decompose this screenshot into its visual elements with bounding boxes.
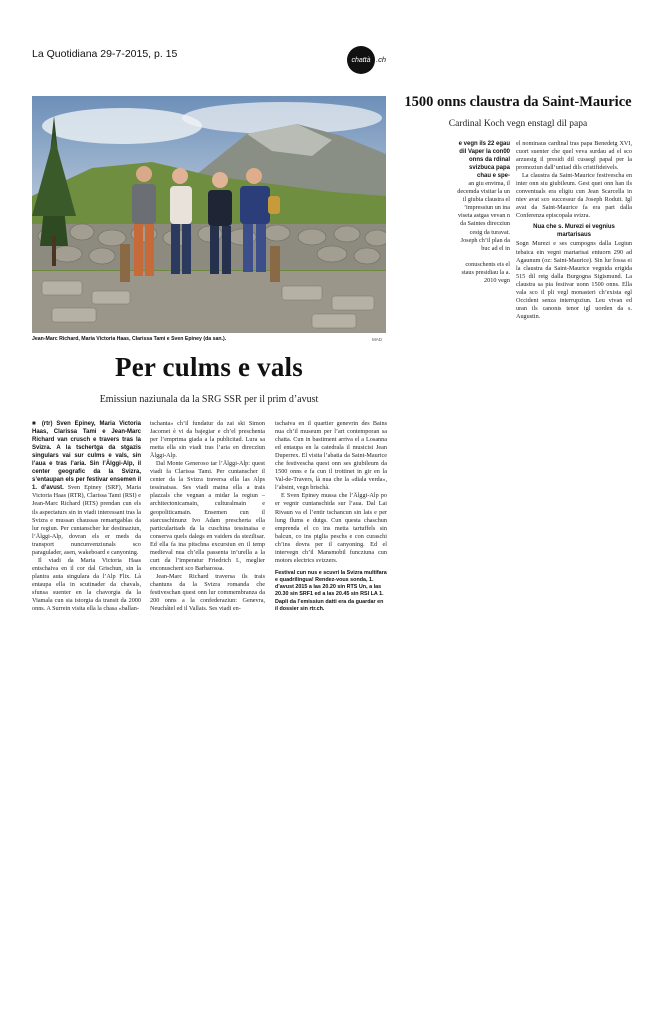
lead-bullet: ■ [32, 420, 42, 427]
paragraph: La claustra da Saint-Maurice festivescha en inter onn siu giubileum. Gest quei onn han ils conventuals era eligiu cun Jean Scarcella in niev avat sco successur da Joseph Roduit. Igl avat da Saint-Maurice fa era part dalla Conferenza episcopala svizra. [516, 172, 632, 220]
main-subheadline: Emissiun naziunala da la SRG SSR per il prim d’avust [99, 394, 319, 405]
main-article-column-1 [32, 420, 141, 613]
paragraph: el nominaus cardinal tras papa Benedetg XVI, cuort suenter che quel veva surdau ad el sco arzuestg il presidi dil cussegl papal per la promoziun dall’unitad dils cristifideivels. [516, 140, 632, 172]
side-subheadline: Cardinal Koch vegn enstagl dil papa [448, 119, 588, 129]
paragraph: Sven Epiney (SRF), Maria Victoria Haas (RTR), Clarissa Tami (RSI) e Jean-Marc Richard (RTS) prendan cun els ils aspectaturs sin in viadi interessant tras la Svizra e mussan chaussas remartgablas da lur regiun. Per cuntanscher lur destinaziun, l’Älggi-Alp, dovran els er meds da transport nuncunvenziunals sco paragulader, asen, wakeboard e canyoning. [32, 484, 141, 556]
paragraph: Dal Monte Generoso tar l’Älggi-Alp: quest viadi fa Clarissa Tami. Per cuntanscher il center da la Svizra traversa ella las Alps tessinaisas. Ses viadi maina ella a trais plazzals che vegnan a midar la regiun – architectonicamain, culturalmain e geopoliticamain. Ensemen cun il starcuschinunz Ivo Adam prescherta ella particularitads da la cuschina tessinaisa e conserva quels dalegs en vaiders da stezilisar. Ed ella fa ina pitschna excursiun en il temp medieval nua ch’ella passenta in’urella a la curt da l’imperatur Friedrich I., meglier enconuschent sco Barbarossa. [150, 460, 265, 572]
paragraph: Sogn Murezi e ses cumpogns dalla Legiun tebaica ein vegni martarisai entuorn 290 ad Agaunum (oz: Saint-Maurice). Sin lur fossa ei la claustra da Saint-Maurice vegnida erigida 515 dil retg dalla Burgogna Sigismund. La claustra sa pia festivar uonn 1500 onns. Ella vala sco il pli vegl monasteri ch’exista egl Occident senza interrupziun. Leu vivan ed uran ils canonis tenor igl uorden da s. Augustin. [516, 240, 632, 320]
paragraph: E Sven Epiney mussa che l’Älggi-Alp po er vegnir cuntanschida sur l’aua. Dal Lai Rivaun va el l’entir tschancun sin lais e per lung flums e dutgs. Cun questa chaschun emprenda el co ins metta tartuffels sin balcun, co ins piglia peschs e con curaschi ch’ins dovra per il canyoning. Ed el intervegn ch’il Mansmobil funcziuna cun motors electrics svizzers. [275, 492, 387, 564]
paragraph: conuschents eis el staus presidiau la a. 2010 vegn [461, 260, 510, 284]
article-lead: (rtr) Sven Epiney, Maria Victoria Haas, Clarissa Tami e Jean-Marc Richard van crusch e travers tras la Svizra. A la tschertga da stgazis singulars vai sur culms e vals, sin l’aua e tras l’aria. Sin l’Älggi-Alp, il center geografic da la Svizra, s’entaupan els per festivar ensemen il 1. d’avust. [32, 421, 141, 492]
paragraph: Il viadi da Maria Victoria Haas entschaiva en il cor dal Grischun, sin la planira auta singulara da l’Alp Flix. Là entaupa ella in scutinader da chavals, sfunsa suenter en la chavorgia da la Viamala cun sia istorgia da transit da 2000 onns. A Surrein visita ella la chasa «ballan- [32, 556, 141, 613]
main-article-column-2 [150, 420, 265, 613]
paragraph: an giu envima, il decemda visitar la un il giubia claustra el ’impressiun un ina viseta astgas vevan n da Saintes direcziun cestg da turavat. Joseph ch’il plan da buc ad el in [457, 180, 510, 252]
logo-text: chattà [351, 56, 371, 64]
mountain-group-photo [32, 96, 386, 333]
photo-caption: Jean-Marc Richard, Maria Victoria Haas, Clarissa Tami e Sven Epiney (da san.). [32, 336, 227, 342]
photo-credit: MAD [372, 337, 382, 342]
chatta-logo [347, 46, 375, 74]
logo-suffix: .ch [376, 55, 387, 64]
section-subhead: Nua che s. Murezi ei vegnius martarisaus [533, 224, 615, 239]
article-photo [32, 96, 386, 333]
paragraph: tschaiva en il quartier genevrin des Bains nua ch’il museum per l’art contemporan sa chatta. Cun in bastiment arriva el a Losanna ed entaupa en la catedrala il musicist Jean Duperrex. El visita l’abatia da Saint-Maurice che festivescha quest onn ses giubileum da 1500 onns e fa cun il trottinet in gir en la Val-de-Travers, là nua che la «diala verda», l’absint, vegn brischà. [275, 420, 387, 492]
side-article-lead: e vegn ils 22 egau dil Vaper la con00 onns da rdinal svizbuca papa chau e spe- [458, 141, 510, 180]
main-headline: Per culms e vals [115, 352, 303, 382]
broadcast-info-box: Festival cun nus e scuvri la Svizra multifara e quadrilingua! Rendez-vous sonda, 1. d’avust 2015 a las 20.20 sin RTS Un, a las 20.30 sin SRF1 ed a las 20.45 sin RSI LA 1. Dapli da l’emissiun datti era da guardar en il dossier sin rtr.ch. [275, 569, 387, 612]
side-article-column-right [516, 140, 632, 321]
paragraph: Jean-Marc Richard traversa ils trais chantuns da la Svizra romanda che festiveschan quest onn lur commembranza da 200 onns a la confederaziun: Genevra, Neuchâtel ed il Vallais. Ses viadi en- [150, 572, 265, 613]
page-source-line: La Quotidiana 29-7-2015, p. 15 [32, 48, 178, 60]
main-article-column-3 [275, 420, 387, 613]
side-headline: 1500 onns claustra da Saint-Maurice [404, 94, 632, 110]
side-article-column-left [454, 140, 510, 285]
paragraph: tschanta» ch’il fundatur da zai ski Simon Jacomet è vi da bajegiar e ch’el preschenta per l’emprima giada a la publicitad. Lura sa metta ella sin viadi tras l’aria en direcziun Älggi-Alp. [150, 420, 265, 460]
